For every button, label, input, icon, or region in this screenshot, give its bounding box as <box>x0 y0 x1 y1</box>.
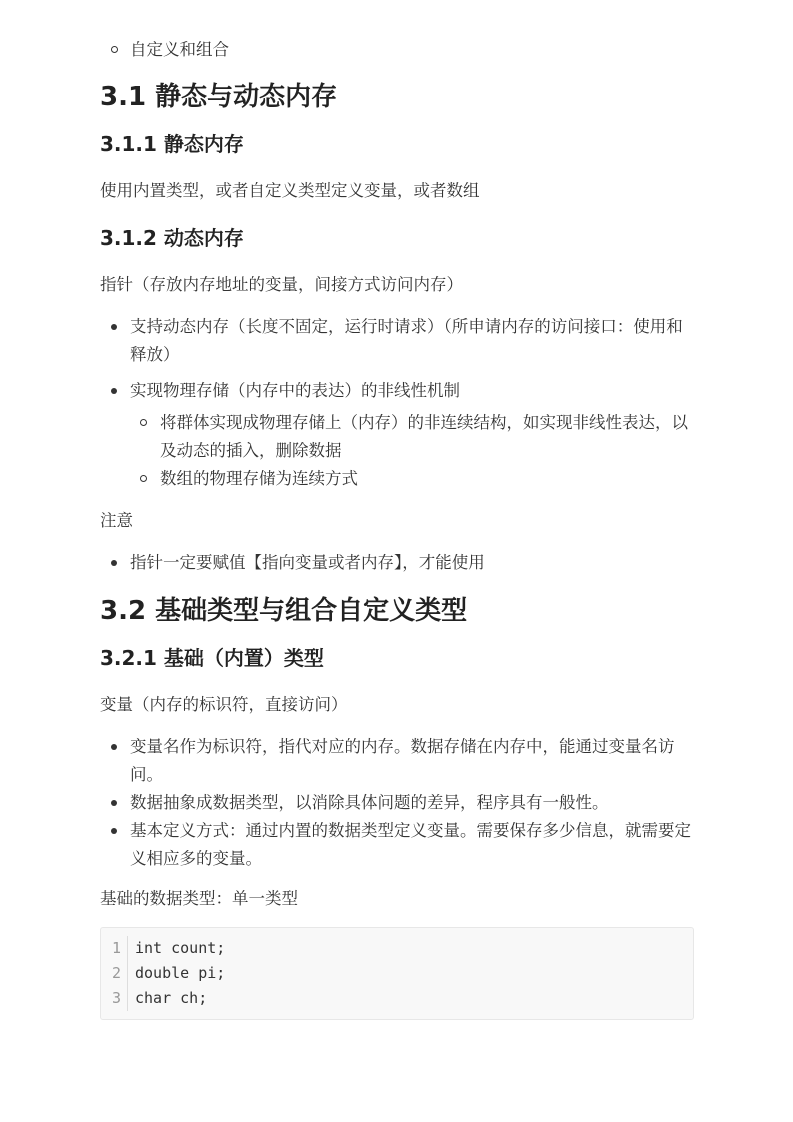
section-3-2-heading: 3.2 基础类型与组合自定义类型 <box>100 596 468 626</box>
note-label: 注意 <box>100 511 133 530</box>
section-3-1-1-heading: 3.1.1 静态内存 <box>100 132 244 156</box>
paragraph: 使用内置类型，或者自定义类型定义变量，或者数组 <box>100 181 480 200</box>
section-3-2-1-heading: 3.2.1 基础（内置）类型 <box>100 646 324 670</box>
list-item: 支持动态内存（长度不固定，运行时请求）（所申请内存的访问接口：使用和释放） <box>100 313 694 369</box>
code-line <box>101 961 693 986</box>
list-item: 将群体实现成物理存储上（内存）的非连续结构，如实现非线性表达，以及动态的插入，删除数据 <box>130 409 694 465</box>
list-item: 实现物理存储（内存中的表达）的非线性机制 将群体实现成物理存储上（内存）的非连续结构，如实现非线性表达，以及动态的插入，删除数据 数组的物理存储为连续方式 <box>100 377 694 493</box>
list-item: 指针一定要赋值【指向变量或者内存】，才能使用 <box>100 549 694 577</box>
code-block <box>100 927 694 1020</box>
paragraph: 基础的数据类型：单一类型 <box>100 889 298 908</box>
bullet-list <box>100 313 694 493</box>
sub-bullet-list <box>130 409 694 493</box>
bullet-list <box>100 733 694 873</box>
list-item: 数组的物理存储为连续方式 <box>130 465 694 493</box>
paragraph: 指针（存放内存地址的变量，间接方式访问内存） <box>100 275 463 294</box>
section-3-1-2-heading: 3.1.2 动态内存 <box>100 226 244 250</box>
code-text: int count; <box>135 939 226 957</box>
list-item: 自定义和组合 <box>70 36 694 64</box>
code-text: double pi; <box>135 964 226 982</box>
code-line <box>101 986 693 1011</box>
list-item: 数据抽象成数据类型，以消除具体问题的差异，程序具有一般性。 <box>100 789 694 817</box>
bullet-list <box>100 549 694 577</box>
section-3-1-heading: 3.1 静态与动态内存 <box>100 82 338 112</box>
paragraph: 变量（内存的标识符，直接访问） <box>100 695 348 714</box>
document-page <box>100 36 694 1020</box>
code-line <box>101 936 693 961</box>
top-sub-list <box>70 36 694 64</box>
code-text: char ch; <box>135 989 208 1007</box>
list-item: 基本定义方式：通过内置的数据类型定义变量。需要保存多少信息，就需要定义相应多的变量。 <box>100 817 694 873</box>
line-number: 2 <box>101 961 128 986</box>
list-item: 变量名作为标识符，指代对应的内存。数据存储在内存中，能通过变量名访问。 <box>100 733 694 789</box>
line-number: 1 <box>101 936 128 961</box>
line-number: 3 <box>101 986 128 1011</box>
